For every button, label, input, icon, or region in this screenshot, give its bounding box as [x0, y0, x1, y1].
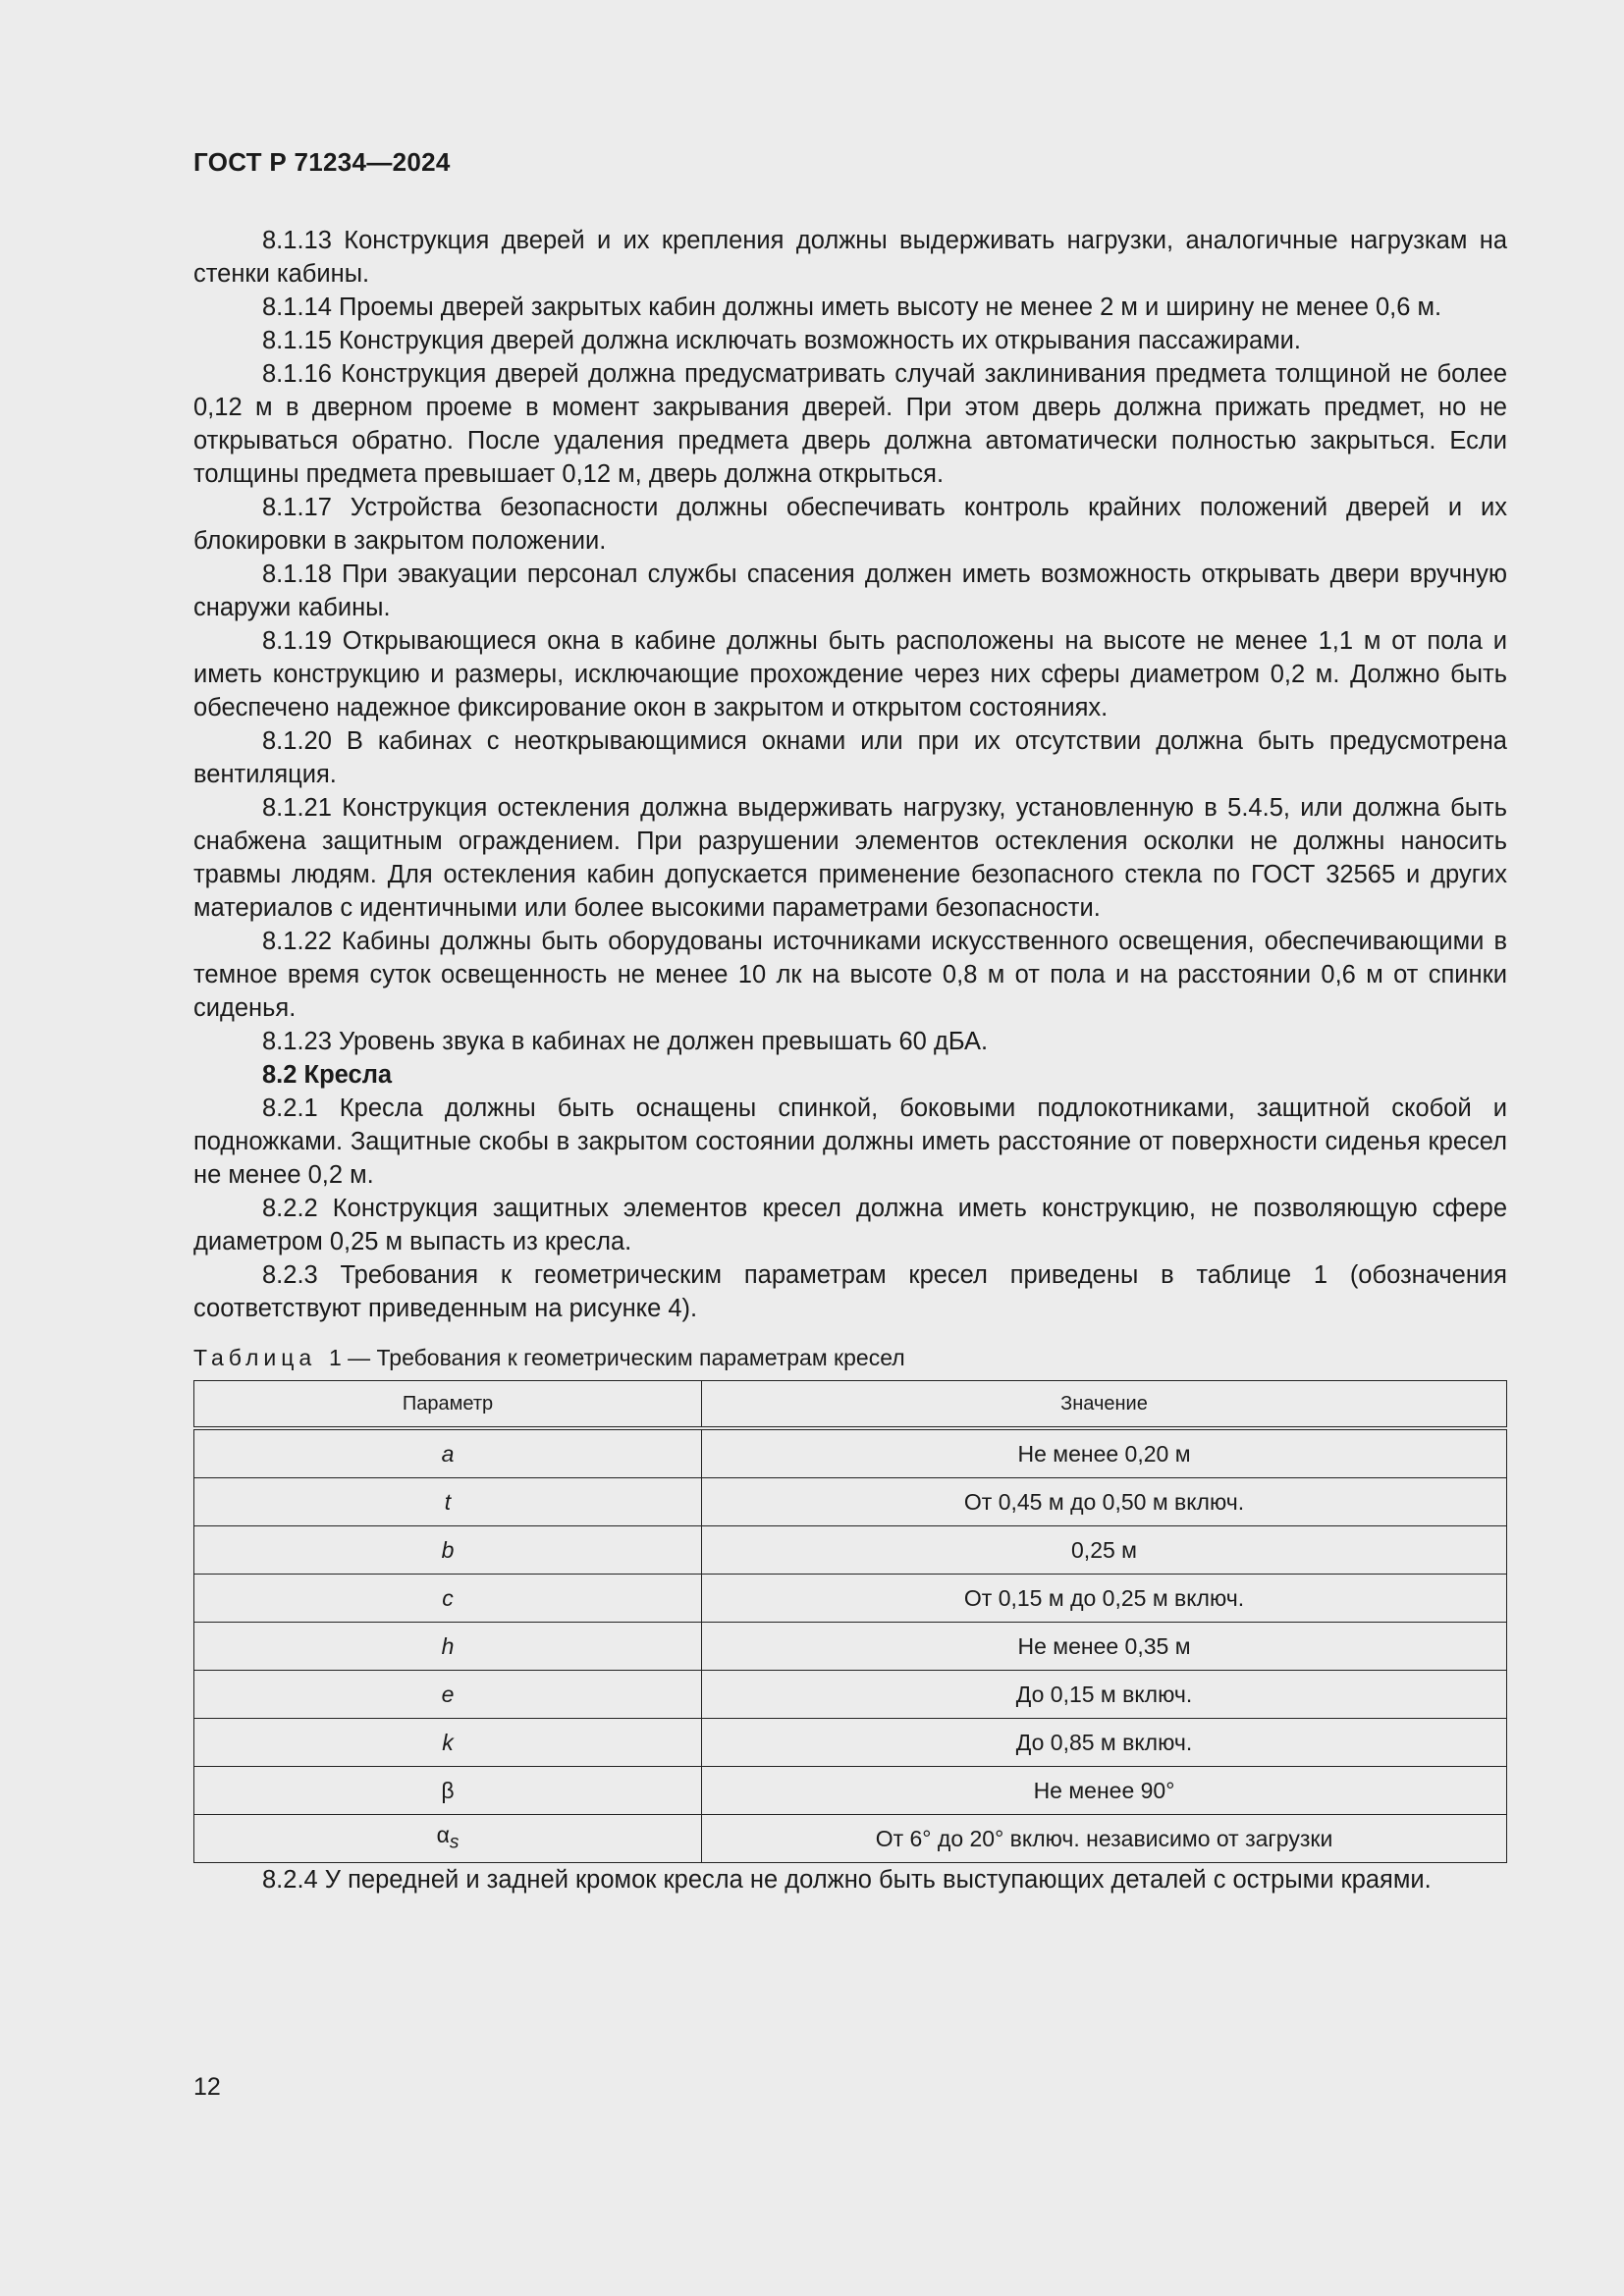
paragraph-8-2-2: 8.2.2 Конструкция защитных элементов кресел должна иметь конструкцию, не позволяющую сфере диаметром 0,25 м выпасть из кресла. [193, 1195, 1507, 1255]
paragraph-8-1-18: 8.1.18 При эвакуации персонал службы спасения должен иметь возможность открывать двери вручную снаружи кабины. [193, 561, 1507, 621]
table-row [194, 1478, 1507, 1526]
param-cell: k [194, 1719, 702, 1767]
param-subscript: s [449, 1832, 460, 1853]
table-row [194, 1575, 1507, 1623]
value-cell: Не менее 0,20 м [702, 1428, 1507, 1478]
value-cell: От 6° до 20° включ. независимо от загрузки [702, 1815, 1507, 1863]
paragraph-8-1-20: 8.1.20 В кабинах с неоткрывающимися окнами или при их отсутствии должна быть предусмотрена вентиляция. [193, 727, 1507, 788]
param-cell: h [194, 1623, 702, 1671]
column-header-parameter: Параметр [194, 1381, 702, 1429]
paragraph-8-1-21: 8.1.21 Конструкция остекления должна выдерживать нагрузку, установленную в 5.4.5, или должна быть снабжена защитным ограждением. При разрушении элементов остекления осколки не должны наносить травмы людям. Для остекления кабин допускается применение безопасного стекла по ГОСТ 32565 и других материалов с идентичными или более высокими параметрами безопасности. [193, 794, 1507, 922]
param-cell: t [194, 1478, 702, 1526]
table-row [194, 1526, 1507, 1575]
param-cell: e [194, 1671, 702, 1719]
param-cell [194, 1815, 702, 1863]
value-cell: 0,25 м [702, 1526, 1507, 1575]
param-cell: b [194, 1526, 702, 1575]
document-body [193, 224, 1507, 1896]
page-number: 12 [193, 2073, 221, 2101]
value-cell: До 0,85 м включ. [702, 1719, 1507, 1767]
paragraph-8-1-15: 8.1.15 Конструкция дверей должна исключать возможность их открывания пассажирами. [262, 327, 1302, 354]
table-row [194, 1428, 1507, 1478]
paragraph-8-1-16: 8.1.16 Конструкция дверей должна предусматривать случай заклинивания предмета толщиной не более 0,12 м в дверном проеме в момент закрывания дверей. При этом дверь должна прижать предмет, но не открываться обратно. После удаления предмета дверь должна автоматически полностью закрыться. Если толщины предмета превышает 0,12 м, дверь должна открыться. [193, 360, 1507, 488]
value-cell: Не менее 0,35 м [702, 1623, 1507, 1671]
paragraph-8-2-3: 8.2.3 Требования к геометрическим параметрам кресел приведены в таблице 1 (обозначения соответствуют приведенным на рисунке 4). [193, 1261, 1507, 1322]
table-header-row [194, 1381, 1507, 1429]
param-cell: c [194, 1575, 702, 1623]
section-title-8-2: 8.2 Кресла [262, 1061, 393, 1089]
param-cell: β [194, 1767, 702, 1815]
value-cell: От 0,15 м до 0,25 м включ. [702, 1575, 1507, 1623]
value-cell: Не менее 90° [702, 1767, 1507, 1815]
paragraph-8-1-23: 8.1.23 Уровень звука в кабинах не должен превышать 60 дБА. [262, 1028, 989, 1055]
table-caption-text: 1 — Требования к геометрическим параметрам кресел [328, 1345, 905, 1370]
paragraph-8-1-17: 8.1.17 Устройства безопасности должны обеспечивать контроль крайних положений дверей и их блокировки в закрытом положении. [193, 494, 1507, 555]
paragraph-8-2-4: 8.2.4 У передней и задней кромок кресла не должно быть выступающих деталей с острыми краями. [262, 1866, 1432, 1894]
paragraph-8-1-13: 8.1.13 Конструкция дверей и их крепления должны выдерживать нагрузки, аналогичные нагрузкам на стенки кабины. [193, 227, 1507, 288]
paragraph-8-1-22: 8.1.22 Кабины должны быть оборудованы источниками искусственного освещения, обеспечивающими в темное время суток освещенность не менее 10 лк на высоте 0,8 м от пола и на расстоянии 0,6 м от спинки сиденья. [193, 928, 1507, 1022]
param-symbol: α [436, 1821, 450, 1847]
table-caption-word: Таблица [193, 1345, 317, 1370]
paragraph-8-1-14: 8.1.14 Проемы дверей закрытых кабин должны иметь высоту не менее 2 м и ширину не менее 0,6 м. [262, 294, 1442, 321]
column-header-value: Значение [702, 1381, 1507, 1429]
value-cell: До 0,15 м включ. [702, 1671, 1507, 1719]
table-row [194, 1719, 1507, 1767]
parameters-table [193, 1380, 1507, 1863]
table-caption [193, 1343, 1507, 1372]
paragraph-8-2-1: 8.2.1 Кресла должны быть оснащены спинкой, боковыми подлокотниками, защитной скобой и подножками. Защитные скобы в закрытом состоянии должны иметь расстояние от поверхности сиденья кресел не менее 0,2 м. [193, 1095, 1507, 1189]
table-row [194, 1767, 1507, 1815]
param-cell: a [194, 1428, 702, 1478]
table-row [194, 1815, 1507, 1863]
table-row [194, 1671, 1507, 1719]
document-header: ГОСТ Р 71234—2024 [193, 147, 451, 177]
table-row [194, 1623, 1507, 1671]
value-cell: От 0,45 м до 0,50 м включ. [702, 1478, 1507, 1526]
paragraph-8-1-19: 8.1.19 Открывающиеся окна в кабине должны быть расположены на высоте не менее 1,1 м от пола и иметь конструкцию и размеры, исключающие прохождение через них сферы диаметром 0,2 м. Должно быть обеспечено надежное фиксирование окон в закрытом и открытом состояниях. [193, 627, 1507, 721]
